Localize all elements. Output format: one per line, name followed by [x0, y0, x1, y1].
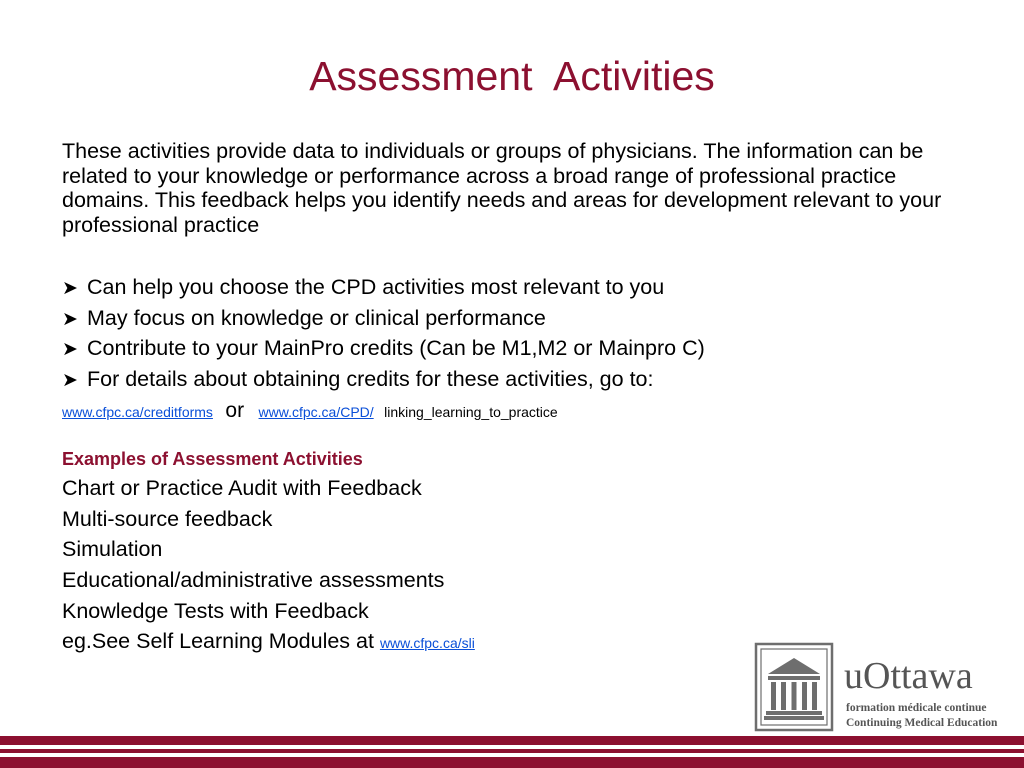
modules-text: eg.See Self Learning Modules at: [62, 629, 380, 654]
footer-stripe: [0, 757, 1024, 768]
footer-stripe: [0, 749, 1024, 753]
example-item: Chart or Practice Audit with Feedback: [62, 476, 422, 500]
uottawa-logo: [752, 640, 1012, 736]
example-item: Simulation: [62, 537, 163, 562]
example-item: Educational/administrative assessments: [62, 568, 445, 593]
sli-link[interactable]: www.cfpc.ca/sli: [379, 635, 475, 652]
footer-stripe: [0, 736, 1024, 745]
bullet-item: [62, 364, 705, 395]
intro-paragraph: These activities provide data to individuals or groups of physicians. The information can be related to your knowledge or performance across a broad range of professional practice domains. This feedback helps you identify needs and areas for development relevant to your professional practice: [62, 139, 942, 237]
logo-subtitle-fr: formation médicale continue: [846, 702, 987, 714]
university-building-icon: [752, 640, 836, 734]
examples-heading: Examples of Assessment Activities: [62, 449, 363, 469]
logo-subtitle-en: Continuing Medical Education: [846, 717, 998, 729]
bullet-text: Contribute to your MainPro credits (Can be M1,M2 or Mainpro C): [87, 336, 705, 361]
bullet-list: [62, 272, 705, 395]
example-item: Multi-source feedback: [62, 506, 273, 531]
footer-stripes: [0, 736, 1024, 768]
credit-links-line: [62, 398, 558, 426]
example-item: Knowledge Tests with Feedback: [62, 598, 369, 623]
bullet-item: [62, 333, 705, 364]
cpd-link[interactable]: www.cfpc.ca/CPD/: [258, 404, 374, 420]
or-text: or: [225, 399, 245, 422]
bullet-text: May focus on knowledge or clinical performance: [87, 305, 546, 330]
arrow-bullet-icon: ➤: [62, 339, 78, 361]
arrow-bullet-icon: ➤: [62, 308, 78, 330]
examples-list: [62, 473, 475, 657]
bullet-text: For details about obtaining credits for these activities, go to:: [87, 367, 654, 392]
creditforms-link[interactable]: www.cfpc.ca/creditforms: [62, 404, 213, 420]
arrow-bullet-icon: ➤: [62, 370, 78, 392]
arrow-bullet-icon: ➤: [62, 278, 78, 299]
bullet-text: Can help you choose the CPD activities most relevant to you: [87, 275, 665, 299]
slide-title: Assessment Activities: [309, 53, 715, 99]
bullet-item: [62, 272, 705, 303]
example-item-modules: [62, 626, 475, 657]
uottawa-wordmark: uOttawa: [844, 655, 973, 697]
cpd-link-suffix: linking_learning_to_practice: [384, 404, 558, 420]
bullet-item: [62, 303, 705, 334]
